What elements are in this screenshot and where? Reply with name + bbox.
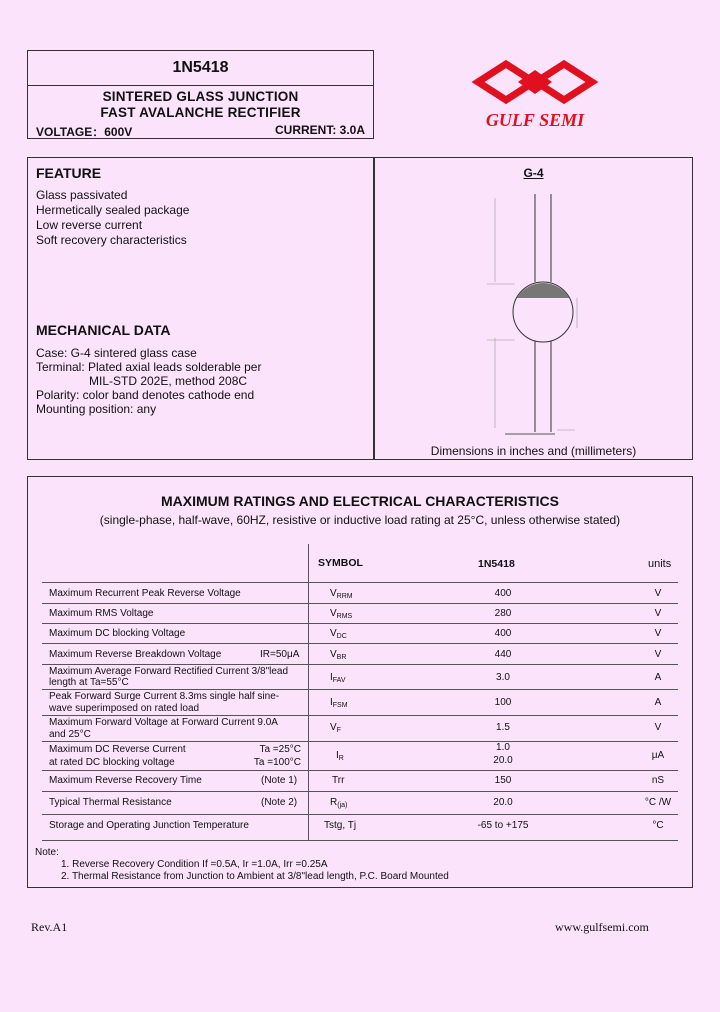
header-part: 1N5418 xyxy=(478,558,515,570)
value-cell: 100 xyxy=(494,697,512,708)
value-cell: 20.0 xyxy=(493,797,513,808)
param-label: Maximum DC Reverse Current xyxy=(49,744,186,755)
param-label: Maximum Average Forward Rectified Current 3/8"lead xyxy=(49,666,289,677)
note-line: 2. Thermal Resistance from Junction to Ambient at 3/8"lead length, P.C. Board Mounted xyxy=(61,871,449,882)
condition-cell: (Note 2) xyxy=(261,797,298,808)
mechanical-line: Case: G-4 sintered glass case xyxy=(36,346,197,360)
condition-cell: Ta =100°C xyxy=(253,757,301,768)
title-box xyxy=(27,50,374,139)
mechanical-line: MIL-STD 202E, method 208C xyxy=(89,374,248,388)
row-divider xyxy=(42,791,678,792)
row-divider xyxy=(42,840,678,841)
param-label: Maximum DC blocking Voltage xyxy=(49,628,186,639)
symbol-cell: $V_{BR}$ xyxy=(330,649,347,661)
unit-cell: V xyxy=(654,588,662,599)
feature-item: Soft recovery characteristics xyxy=(36,233,187,247)
logo-emblem-icon xyxy=(470,56,600,108)
param-label-continued: length at Ta=55°C xyxy=(49,677,129,688)
company-logo xyxy=(470,56,600,136)
row-divider xyxy=(42,814,678,815)
value-cell: -65 to +175 xyxy=(477,820,529,831)
value-cell: 440 xyxy=(494,649,512,660)
revision-label: Rev.A1 xyxy=(31,920,68,934)
symbol-cell: $V_{RRM}$ xyxy=(330,588,353,600)
param-label: Maximum RMS Voltage xyxy=(49,608,154,619)
note-line: 1. Reverse Recovery Condition If =0.5A, Ir =1.0A, Irr =0.25A xyxy=(61,859,328,870)
value-cell: 150 xyxy=(494,775,512,786)
website-url: www.gulfsemi.com xyxy=(555,920,649,934)
param-label: Maximum Recurrent Peak Reverse Voltage xyxy=(49,588,241,599)
unit-cell: V xyxy=(654,722,662,733)
value-cell: 400 xyxy=(494,588,512,599)
unit-cell: μA xyxy=(651,750,665,761)
value-cell: 3.0 xyxy=(496,672,510,683)
condition-cell: Ta =25°C xyxy=(259,744,301,755)
brand-name: GULF SEMI xyxy=(485,110,585,130)
row-divider xyxy=(42,664,678,665)
mechanical-line: Mounting position: any xyxy=(36,402,157,416)
symbol-cell: $I_R$ xyxy=(336,750,344,762)
feature-box xyxy=(27,157,374,460)
row-divider xyxy=(42,623,678,624)
symbol-cell: $V_{DC}$ xyxy=(330,628,347,640)
column-divider xyxy=(308,544,309,840)
row-divider xyxy=(42,582,678,583)
param-label: Maximum Reverse Breakdown Voltage xyxy=(49,649,222,660)
param-label-continued: and 25°C xyxy=(49,729,91,740)
package-box xyxy=(374,157,693,460)
param-label: Maximum Reverse Recovery Time xyxy=(49,775,202,786)
param-label: Storage and Operating Junction Temperature xyxy=(49,820,249,831)
part-number: 1N5418 xyxy=(172,59,229,76)
unit-cell: nS xyxy=(651,775,665,786)
ratings-box xyxy=(27,476,693,888)
package-caption: Dimensions in inches and (millimeters) xyxy=(430,444,637,458)
row-divider xyxy=(42,643,678,644)
current-spec: CURRENT: 3.0A xyxy=(274,123,365,137)
mechanical-line: Polarity: color band denotes cathode end xyxy=(36,388,255,402)
unit-cell: V xyxy=(654,628,662,639)
value-cell: 280 xyxy=(494,608,512,619)
row-divider xyxy=(42,715,678,716)
unit-cell: A xyxy=(654,672,662,683)
feature-item: Low reverse current xyxy=(36,218,143,232)
symbol-cell: $I_{FAV}$ xyxy=(330,672,346,684)
unit-cell: °C xyxy=(652,820,664,831)
feature-item: Glass passivated xyxy=(36,188,128,202)
row-divider xyxy=(42,603,678,604)
subtitle-line-1: SINTERED GLASS JUNCTION xyxy=(102,89,299,104)
package-outline-drawing xyxy=(465,188,615,438)
value-cell: 400 xyxy=(494,628,512,639)
subtitle-line-2: FAST AVALANCHE RECTIFIER xyxy=(100,105,301,120)
value-cell: 20.0 xyxy=(493,755,513,766)
param-label-continued: wave superimposed on rated load xyxy=(49,703,200,714)
symbol-cell: Tstg, Tj xyxy=(324,820,357,831)
symbol-cell: $R_{(ja)}$ xyxy=(330,797,348,809)
symbol-cell: Trr xyxy=(332,775,345,786)
condition-cell: IR=50μA xyxy=(260,649,300,660)
header-symbol: SYMBOL xyxy=(318,557,363,569)
condition-cell: (Note 1) xyxy=(261,775,298,786)
value-cell: 1.5 xyxy=(496,722,510,733)
voltage-spec: VOLTAGE：600V xyxy=(36,125,133,139)
feature-title: FEATURE xyxy=(36,165,102,181)
title-divider xyxy=(28,85,373,86)
feature-item: Hermetically sealed package xyxy=(36,203,190,217)
row-divider xyxy=(42,770,678,771)
mechanical-title: MECHANICAL DATA xyxy=(36,322,171,338)
row-divider xyxy=(42,741,678,742)
unit-cell: °C /W xyxy=(644,797,672,808)
row-divider xyxy=(42,689,678,690)
unit-cell: V xyxy=(654,608,662,619)
package-name: G-4 xyxy=(523,166,544,180)
value-cell: 1.0 xyxy=(496,742,510,753)
param-label-continued: at rated DC blocking voltage xyxy=(49,757,175,768)
symbol-cell: $V_F$ xyxy=(330,722,341,734)
symbol-cell: $V_{RMS}$ xyxy=(330,608,353,620)
unit-cell: V xyxy=(654,649,662,660)
mechanical-line: Terminal: Plated axial leads solderable per xyxy=(36,360,262,374)
param-label: Maximum Forward Voltage at Forward Current 9.0A xyxy=(49,717,278,728)
param-label: Peak Forward Surge Current 8.3ms single half sine- xyxy=(49,691,280,702)
ratings-title: MAXIMUM RATINGS AND ELECTRICAL CHARACTERISTICS xyxy=(161,493,559,509)
unit-cell: A xyxy=(654,697,662,708)
ratings-subtitle: (single-phase, half-wave, 60HZ, resistive or inductive load rating at 25°C, unless otherwise stated) xyxy=(99,513,621,527)
header-units: units xyxy=(648,558,672,570)
param-label: Typical Thermal Resistance xyxy=(49,797,172,808)
note-title: Note: xyxy=(35,847,59,858)
symbol-cell: $I_{FSM}$ xyxy=(330,697,348,709)
